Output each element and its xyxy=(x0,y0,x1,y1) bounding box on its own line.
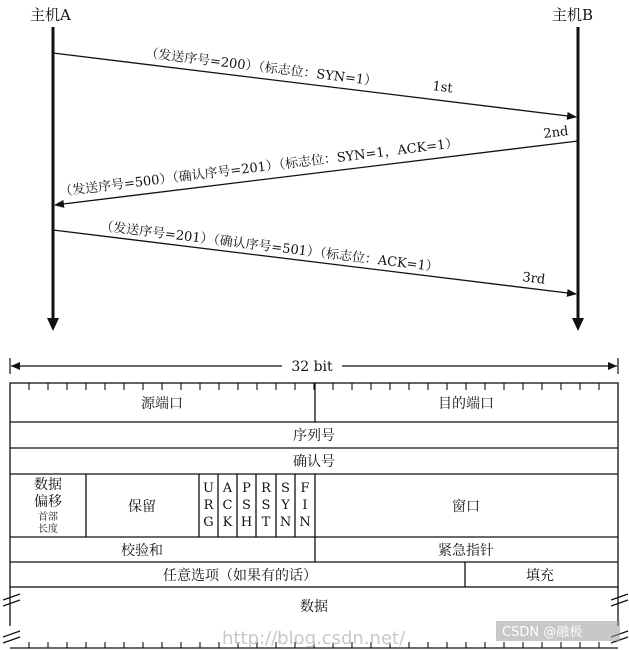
width-label: 32 bit xyxy=(291,359,333,375)
syn-ack-step-label: 2nd xyxy=(542,124,570,142)
source-port-field: 源端口 xyxy=(141,396,183,412)
host-b-label: 主机B xyxy=(552,6,594,24)
reserved-field: 保留 xyxy=(128,499,156,515)
watermark-credit: CSDN @融极 xyxy=(502,625,583,640)
checksum-field: 校验和 xyxy=(121,543,163,559)
header-grid xyxy=(10,383,618,626)
ack-message-label: （发送序号=201）（确认序号=501）（标志位：ACK=1） xyxy=(99,219,440,276)
width-left-arrowhead xyxy=(11,362,20,370)
flag-letter: U xyxy=(203,481,214,496)
syn-message-label: （发送序号=200）（标志位：SYN=1） xyxy=(144,46,378,90)
flag-letter: I xyxy=(302,498,308,513)
flag-letter: H xyxy=(240,515,253,530)
host-a-label: 主机A xyxy=(30,6,71,24)
flag-letter: N xyxy=(279,515,292,530)
flag-letter: Y xyxy=(281,498,290,513)
flag-letter: P xyxy=(242,481,251,496)
data-field: 数据 xyxy=(300,599,328,615)
urgent-pointer-field: 紧急指针 xyxy=(438,543,494,559)
flag-letter: T xyxy=(261,515,271,530)
syn-step-label: 1st xyxy=(431,79,454,97)
flag-letter: S xyxy=(281,481,290,496)
bit-ticks xyxy=(29,383,599,390)
ack-step-label: 3rd xyxy=(521,270,546,288)
sequence-number-field: 序列号 xyxy=(293,428,335,444)
flag-letter: S xyxy=(261,498,271,513)
syn-ack-arrow xyxy=(55,141,578,205)
header-length-line2: 长度 xyxy=(38,524,58,535)
window-field: 窗口 xyxy=(452,499,480,515)
flag-letter: K xyxy=(222,515,233,530)
padding-field: 填充 xyxy=(526,568,554,584)
flag-letter: G xyxy=(203,515,214,530)
width-right-arrowhead xyxy=(608,362,617,370)
host-a-timeline-arrowhead xyxy=(47,318,59,331)
options-field: 任意选项（如果有的话） xyxy=(163,568,317,584)
host-b-timeline-arrowhead xyxy=(572,318,584,331)
ack-number-field: 确认号 xyxy=(293,454,335,470)
dest-port-field: 目的端口 xyxy=(438,396,494,412)
flag-letter: R xyxy=(203,498,214,513)
data-offset-line2: 偏移 xyxy=(34,494,62,510)
flag-letter: R xyxy=(261,481,271,496)
header-length-line1: 首部 xyxy=(38,512,58,523)
watermark-url: http://blog.csdn.net/ xyxy=(222,628,406,649)
syn-arrow xyxy=(53,53,576,117)
flag-letter: F xyxy=(300,481,310,496)
flag-letter: S xyxy=(242,498,251,513)
flag-letter: C xyxy=(222,498,233,513)
data-offset-line1: 数据 xyxy=(34,477,62,493)
ack-arrow xyxy=(53,230,576,294)
flag-letter: N xyxy=(299,515,311,530)
flag-letter: A xyxy=(222,481,233,496)
syn-ack-message-label: （发送序号=500）（确认序号=201）（标志位：SYN=1，ACK=1） xyxy=(58,136,460,200)
